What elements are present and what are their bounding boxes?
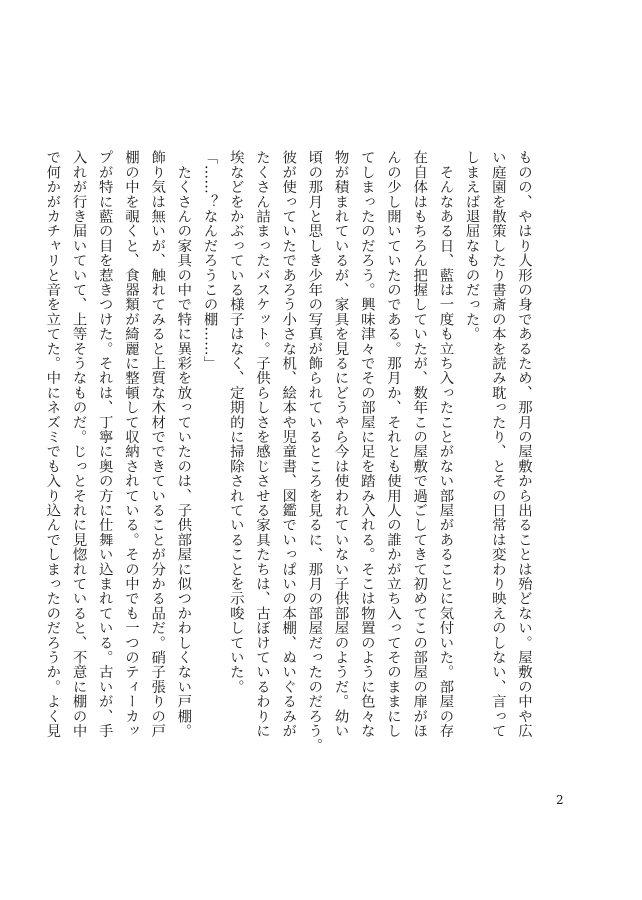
text-column: 物が積まれているが、家具を見るにどうやら今は使われていない子供部屋のようだ。幼い bbox=[332, 150, 349, 738]
text-column: んの少し開いていたのである。那月か、それとも使用人の誰かが立ち入ってそのままにし bbox=[384, 150, 401, 738]
text-column: しまえば退屈なものだった。 bbox=[463, 150, 480, 342]
text-column: ものの、やはり人形の身であるため、那月の屋敷から出ることは殆どない。屋敷の中や広 bbox=[516, 150, 532, 738]
text-column: てしまったのだろう。興味津々でその部屋に足を踏み入れる。そこは物置のように色々な bbox=[358, 150, 375, 738]
text-column: 飾り気は無いが、触れてみると上質な木材でできていることが分かる品だ。硝子張りの戸 bbox=[149, 150, 166, 738]
text-column: 棚の中を覗くと、食器類が綺麗に整頓して収納されている。その中でも一つのティーカッ bbox=[122, 150, 139, 738]
page-number: 2 bbox=[556, 793, 564, 807]
text-column: 「……？なんだろうこの棚……」 bbox=[201, 150, 218, 371]
text-column: 埃などをかぶっている様子はなく、定期的に掃除されていることを示唆していた。 bbox=[227, 150, 244, 694]
text-column: そんなある日、藍は一度も立ち入ったことがない部屋があることに気付いた。部屋の存 bbox=[437, 150, 454, 738]
text-column: 彼が使っていたであろう小さな机、絵本や児童書、図鑑でいっぱいの本棚、ぬいぐるみが bbox=[280, 150, 297, 738]
text-column: プが特に藍の目を惹きつけた。それは、丁寧に奥の方に仕舞い込まれている。古いが、手 bbox=[96, 150, 113, 738]
text-column: たくさん詰まったバスケット。子供らしさを感じさせる家具たちは、古ぼけているわりに bbox=[253, 150, 270, 738]
text-column: で何かがカチャリと音を立てた。中にネズミでも入り込んでしまったのだろうか。よく見 bbox=[44, 150, 61, 738]
text-column: 在自体はもちろん把握していたが、数年この屋敷で過ごしてきて初めてこの部屋の扉がほ bbox=[411, 150, 428, 738]
text-column: い庭園を散策したり書斎の本を読み耽ったり、とその日常は変わり映えのしない、言って bbox=[489, 150, 506, 738]
text-column: 頃の那月と思しき少年の写真が飾られているところを見るに、那月の部屋だったのだろう。 bbox=[306, 150, 323, 753]
text-column: 入れが行き届いていて、上等そうなものだ。じっとそれに見惚れていると、不意に棚の中 bbox=[70, 150, 87, 738]
vertical-text-block bbox=[44, 150, 537, 753]
text-column: たくさんの家具の中で特に異彩を放っていたのは、子供部屋に似つかわしくない戸棚。 bbox=[175, 150, 192, 738]
